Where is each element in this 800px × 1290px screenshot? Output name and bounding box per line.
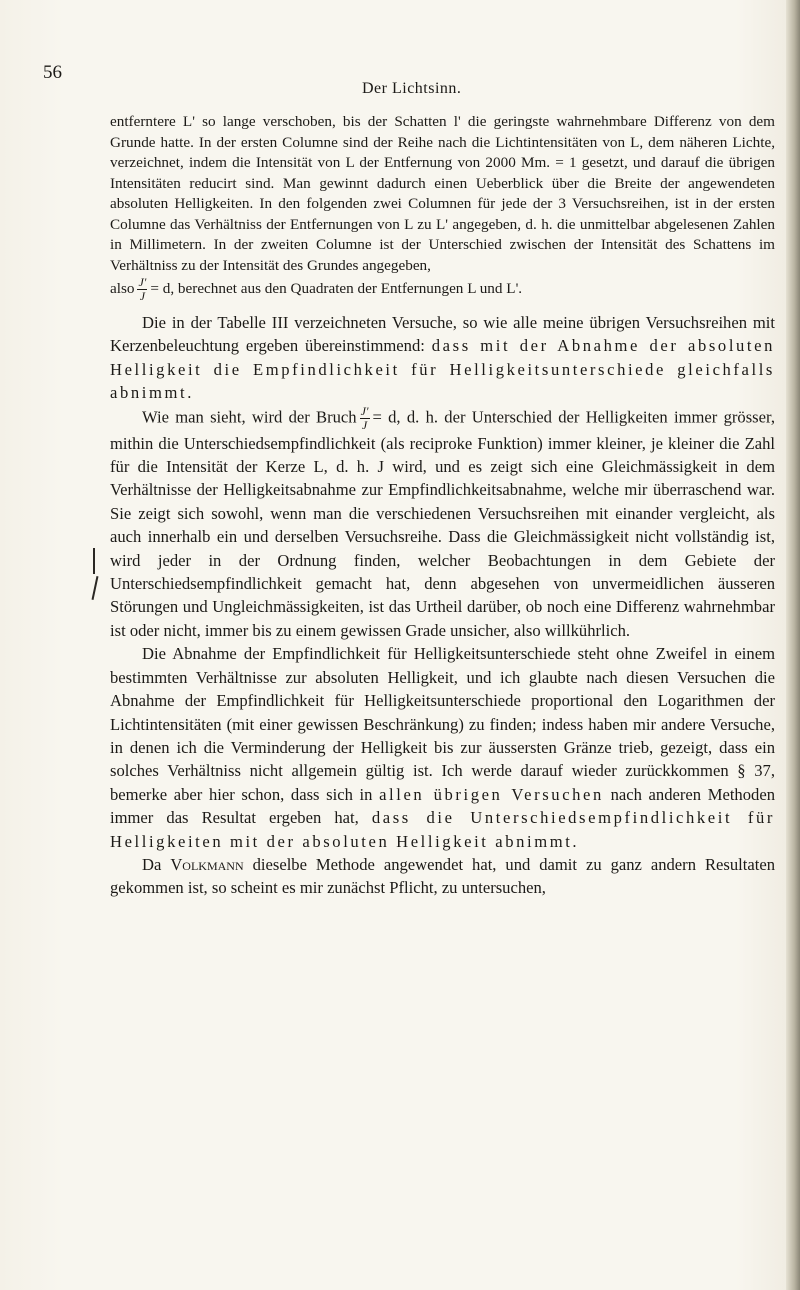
page-number: 56	[43, 62, 62, 83]
paragraph-5-after: dieselbe Methode angewendet hat, und damit zu ganz andern Resultaten gekommen ist, so scheint es mir zunächst Pflicht, zu untersuchen,	[110, 854, 775, 898]
running-head: Der Lichtsinn.	[362, 80, 462, 97]
paragraph-1-end-after: = d, berechnet aus den Quadraten der Entfernungen L und L'.	[150, 279, 523, 297]
paragraph-4-emphasis-1: allen übrigen Versuchen	[379, 784, 604, 804]
fraction-j-prime-over-j	[360, 405, 370, 432]
paragraph-4-emphasis-2: dass die Unterschiedsempfindlichkeit für Helligkeiten mit der absoluten Helligkeit abnimmt.	[110, 808, 776, 851]
paragraph-4-start: Die Abnahme der Empfindlichkeit für Helligkeitsunterschiede steht ohne Zweifel in einem bestimmten Verhältnisse zur absoluten Helligkeit, und ich glaubte nach diesen Versuchen die Abnahme der Empfindlichkeit für Helligkeitsunterschiede proportional den Logarithmen der Lichtintensitäten (mit einer gewissen Beschränkung) zu finden; indess haben mir andere Versuche, in denen ich die Verminderung der Helligkeit bis zur äussersten Gränze trieb, gezeigt, dass ein solches Verhältniss nicht allgemein gültig ist. Ich werde darauf wieder zurückkommen § 37, bemerke aber hier schon, dass sich in	[110, 644, 775, 804]
body-text	[110, 112, 775, 900]
fraction-j-prime-over-j	[137, 276, 147, 303]
paragraph-1-end-before: also	[110, 279, 135, 297]
paragraph-2-emphasis: dass mit der Abnahme der absoluten Helligkeit die Empfindlichkeit für Helligkeitsunterschiede gleichfalls abnimmt.	[110, 336, 776, 403]
paragraph-3-before: Wie man sieht, wird der Bruch	[142, 406, 357, 426]
paragraph-5	[110, 853, 775, 900]
paragraph-2-start: Die in der Tabelle III verzeichneten Versuche, so wie alle meine übrigen Versuchsreihen mit Kerzenbeleuchtung ergeben übereinstimmend:	[110, 313, 775, 356]
paragraph-1-end	[110, 276, 775, 303]
fraction-denominator: J	[139, 289, 146, 303]
margin-mark	[93, 548, 95, 574]
paragraph-2	[110, 311, 775, 405]
margin-mark	[92, 576, 99, 600]
paragraph-3	[110, 405, 775, 643]
fraction-numerator: J'	[360, 403, 369, 418]
fraction-numerator: J'	[138, 275, 147, 289]
paragraph-1: entferntere L' so lange verschoben, bis der Schatten l' die geringste wahrnehmbare Differenz von dem Grunde hatte. In der ersten Columne sind der Reihe nach die Lichtintensitäten von L, dem näheren Lichte, verzeichnet, indem die Intensität von L der Entfernung von 2000 Mm. = 1 gesetzt, und darauf die übrigen Intensitäten reducirt sind. Man gewinnt dadurch einen Ueberblick über die Breite der angewendeten absoluten Helligkeiten. In den folgenden zwei Columnen für jede der 3 Versuchsreihen, ist in der ersten Columne das Verhältniss der Entfernungen von L zu L' angegeben, d. h. die unmittelbar abgelesenen Zahlen in Millimetern. In der zweiten Columne ist der Unterschied zwischen der Intensität des Schattens im Verhältniss zu der Intensität des Grundes angegeben,	[110, 113, 775, 274]
fraction-denominator: J	[361, 417, 368, 432]
paragraph-4-mid: nach anderen Methoden immer das Resultat ergeben hat,	[110, 784, 775, 828]
paragraph-4	[110, 642, 775, 853]
page-edge-shadow	[786, 0, 800, 1290]
paragraph-3-after: = d, d. h. der Unterschied der Helligkeiten immer grösser, mithin die Unterschiedsempfindlichkeit (als reciproke Funktion) immer kleiner, je kleiner die Zahl für die Intensität der Kerze L, d. h. J wird, und es zeigt sich eine Gleichmässigkeit in dem Verhältnisse der Helligkeitsabnahme zur Empfindlichkeitsabnahme, welche mir überraschend war. Sie zeigt sich sowohl, wenn man die verschiedenen Versuchsreihen mit einander vergleicht, als auch innerhalb ein und derselben Versuchsreihe. Dass die Gleichmässigkeit nicht vollständig ist, wird jeder in der Ordnung finden, welcher Beobachtungen in dem Gebiete der Unterschiedsempfindlichkeit gemacht hat, denn abgesehen von unvermeidlichen äusseren Störungen und Ungleichmässigkeiten, ist das Urtheil darüber, ob noch eine Differenz wahrnehmbar ist oder nicht, immer bis zu einem gewissen Grade unsicher, also willkührlich.	[110, 406, 776, 640]
paragraph-5-before: Da	[142, 854, 162, 874]
author-name: Volkmann	[170, 854, 244, 874]
